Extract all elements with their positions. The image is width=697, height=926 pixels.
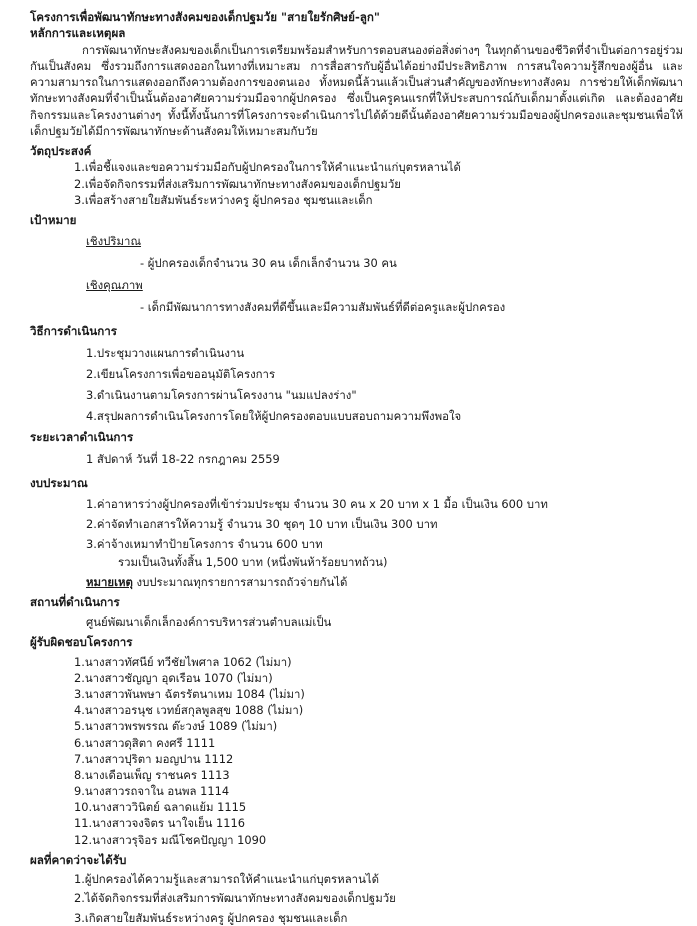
responsible-item: 9.นางสาวรถจาใน อนพล 1114 bbox=[74, 784, 230, 799]
budget-note-label: หมายเหตุ bbox=[86, 575, 133, 590]
responsible-heading: ผู้รับผิดชอบโครงการ bbox=[30, 635, 133, 650]
qualitative-label: เชิงคุณภาพ bbox=[86, 277, 143, 292]
responsible-item: 1.นางสาวทัศนีย์ ทวีชัยไพศาล 1062 (ไม่มา) bbox=[74, 654, 292, 669]
budget-item: 1.ค่าอาหารว่างผู้ปกครองที่เข้าร่วมประชุม จำนวน 30 คน x 20 บาท x 1 มื้อ เป็นเงิน 600 บาท bbox=[86, 496, 548, 511]
quantitative-text: - ผู้ปกครองเด็กจำนวน 30 คน เด็กเล็กจำนวน 30 คน bbox=[140, 255, 397, 270]
method-item: 3.ดำเนินงานตามโครงการผ่านโครงงาน "นมแปลงร่าง" bbox=[86, 388, 357, 403]
budget-item: 2.ค่าจัดทำเอกสารให้ความรู้ จำนวน 30 ชุดๆ 10 บาท เป็นเงิน 300 บาท bbox=[86, 516, 438, 531]
responsible-item: 2.นางสาวชัญญา อุดเรือน 1070 (ไม่มา) bbox=[74, 670, 273, 685]
expected-item: 3.เกิดสายใยสัมพันธ์ระหว่างครู ผู้ปกครอง ชุมชนและเด็ก bbox=[74, 910, 348, 925]
methods-heading: วิธีการดำเนินการ bbox=[30, 324, 117, 339]
budget-item: 3.ค่าจ้างเหมาทำป้ายโครงการ จำนวน 600 บาท bbox=[86, 536, 323, 551]
responsible-item: 7.นางสาวปุริตา มอญปาน 1112 bbox=[74, 751, 234, 766]
rationale-heading: หลักการและเหตุผล bbox=[30, 26, 126, 41]
responsible-item: 12.นางสาวรุจิอร มณีโชคปัญญา 1090 bbox=[74, 832, 267, 847]
responsible-item: 10.นางสาววินิตย์ ฉลาดแย้ม 1115 bbox=[74, 800, 247, 815]
objective-item: 1.เพื่อชี้แจงและขอความร่วมมือกับผู้ปกครองในการให้คำแนะนำแก่บุตรหลานได้ bbox=[74, 160, 461, 175]
responsible-item: 11.นางสาวจงจิตร นาใจเย็น 1116 bbox=[74, 816, 246, 831]
rationale-paragraph: การพัฒนาทักษะสังคมของเด็กเป็นการเตรียมพร้อมสำหรับการตอบสนองต่อสิ่งต่างๆ ในทุกด้านของชีวิตที่จำเป็นต่อการอยู่ร่วมกันเป็นสังคม ซึ่งรวมถึงการแสดงออกในทางที่เหมาะสม การสื่อสารกับผู้อื่นได้อย่างมีประสิทธิภาพ การสนใจความรู้สึกของผู้อื่น และความสามารถในการแสดงออกถึงความต้องการของตนเอง ทั้งหมดนี้ล้วนแล้วเป็นส่วนสำคัญของทักษะทางสังคม การช่วยให้เด็กพัฒนาทักษะทางสังคมที่จำเป็นนั้นต้องอาศัยความร่วมมือจากผู้ปกครอง ซึ่งเป็นครูคนแรกที่ให้ประสบการณ์กับเด็กมาตั้งแต่เกิด และต้องอาศัยกิจกรรมและโครงงานต่างๆ ทั้งนี้ทั้งนั้นการที่โครงการจะดำเนินการไปได้ด้วยดีนั้นต้องอาศัยความร่วมมือของผู้ปกครองและชุมชนเพื่อให้เด็กปฐมวัยได้มีการพัฒนาทักษะด้านสังคมให้เหมาะสมกับวัย bbox=[30, 42, 683, 138]
expected-item: 2.ได้จัดกิจกรรมที่ส่งเสริมการพัฒนาทักษะทางสังคมของเด็กปฐมวัย bbox=[74, 891, 396, 906]
duration-heading: ระยะเวลาดำเนินการ bbox=[30, 430, 134, 445]
responsible-item: 5.นางสาวพรพรรณ ต๊ะวงษ์ 1089 (ไม่มา) bbox=[74, 719, 278, 734]
objectives-heading: วัตถุประสงค์ bbox=[30, 144, 92, 159]
method-item: 2.เขียนโครงการเพื่อขออนุมัติโครงการ bbox=[86, 366, 276, 381]
expected-heading: ผลที่คาดว่าจะได้รับ bbox=[30, 852, 127, 867]
method-item: 4.สรุปผลการดำเนินโครงการโดยให้ผู้ปกครองตอบแบบสอบถามความพึงพอใจ bbox=[86, 409, 462, 424]
method-item: 1.ประชุมวางแผนการดำเนินงาน bbox=[86, 345, 245, 360]
duration-text: 1 สัปดาห์ วันที่ 18-22 กรกฎาคม 2559 bbox=[86, 451, 280, 466]
document-title: โครงการเพื่อพัฒนาทักษะทางสังคมของเด็กปฐมวัย "สายใยรักศิษย์-ลูก" bbox=[30, 10, 380, 24]
responsible-item: 6.นางสาวดุสิตา คงศรี 1111 bbox=[74, 735, 216, 750]
expected-item: 1.ผู้ปกครองได้ความรู้และสามารถให้คำแนะนำแก่บุตรหลานได้ bbox=[74, 872, 379, 887]
qualitative-text: - เด็กมีพัฒนาการทางสังคมที่ดีขึ้นและมีความสัมพันธ์ที่ดีต่อครูและผู้ปกครอง bbox=[140, 300, 506, 315]
budget-total: รวมเป็นเงินทั้งสิ้น 1,500 บาท (หนึ่งพันห้าร้อยบาทถ้วน) bbox=[118, 555, 388, 570]
budget-note-text: งบประมาณทุกรายการสามารถถัวจ่ายกันได้ bbox=[136, 575, 348, 590]
responsible-item: 4.นางสาวอรนุช เวทย์สกุลพูลสุข 1088 (ไม่มา) bbox=[74, 703, 304, 718]
location-heading: สถานที่ดำเนินการ bbox=[30, 595, 120, 610]
location-text: ศูนย์พัฒนาเด็กเล็กองค์การบริหารส่วนตำบลแม่เป็น bbox=[86, 614, 332, 629]
responsible-item: 3.นางสาวพันพษา ฉัตรรัตนาเหม 1084 (ไม่มา) bbox=[74, 686, 305, 701]
targets-heading: เป้าหมาย bbox=[30, 213, 77, 228]
budget-heading: งบประมาณ bbox=[30, 476, 88, 491]
quantitative-label: เชิงปริมาณ bbox=[86, 233, 142, 248]
objective-item: 2.เพื่อจัดกิจกรรมที่ส่งเสริมการพัฒนาทักษะทางสังคมของเด็กปฐมวัย bbox=[74, 176, 401, 191]
responsible-item: 8.นางเดือนเพ็ญ ราชนคร 1113 bbox=[74, 767, 230, 782]
objective-item: 3.เพื่อสร้างสายใยสัมพันธ์ระหว่างครู ผู้ปกครอง ชุมชนและเด็ก bbox=[74, 192, 373, 207]
